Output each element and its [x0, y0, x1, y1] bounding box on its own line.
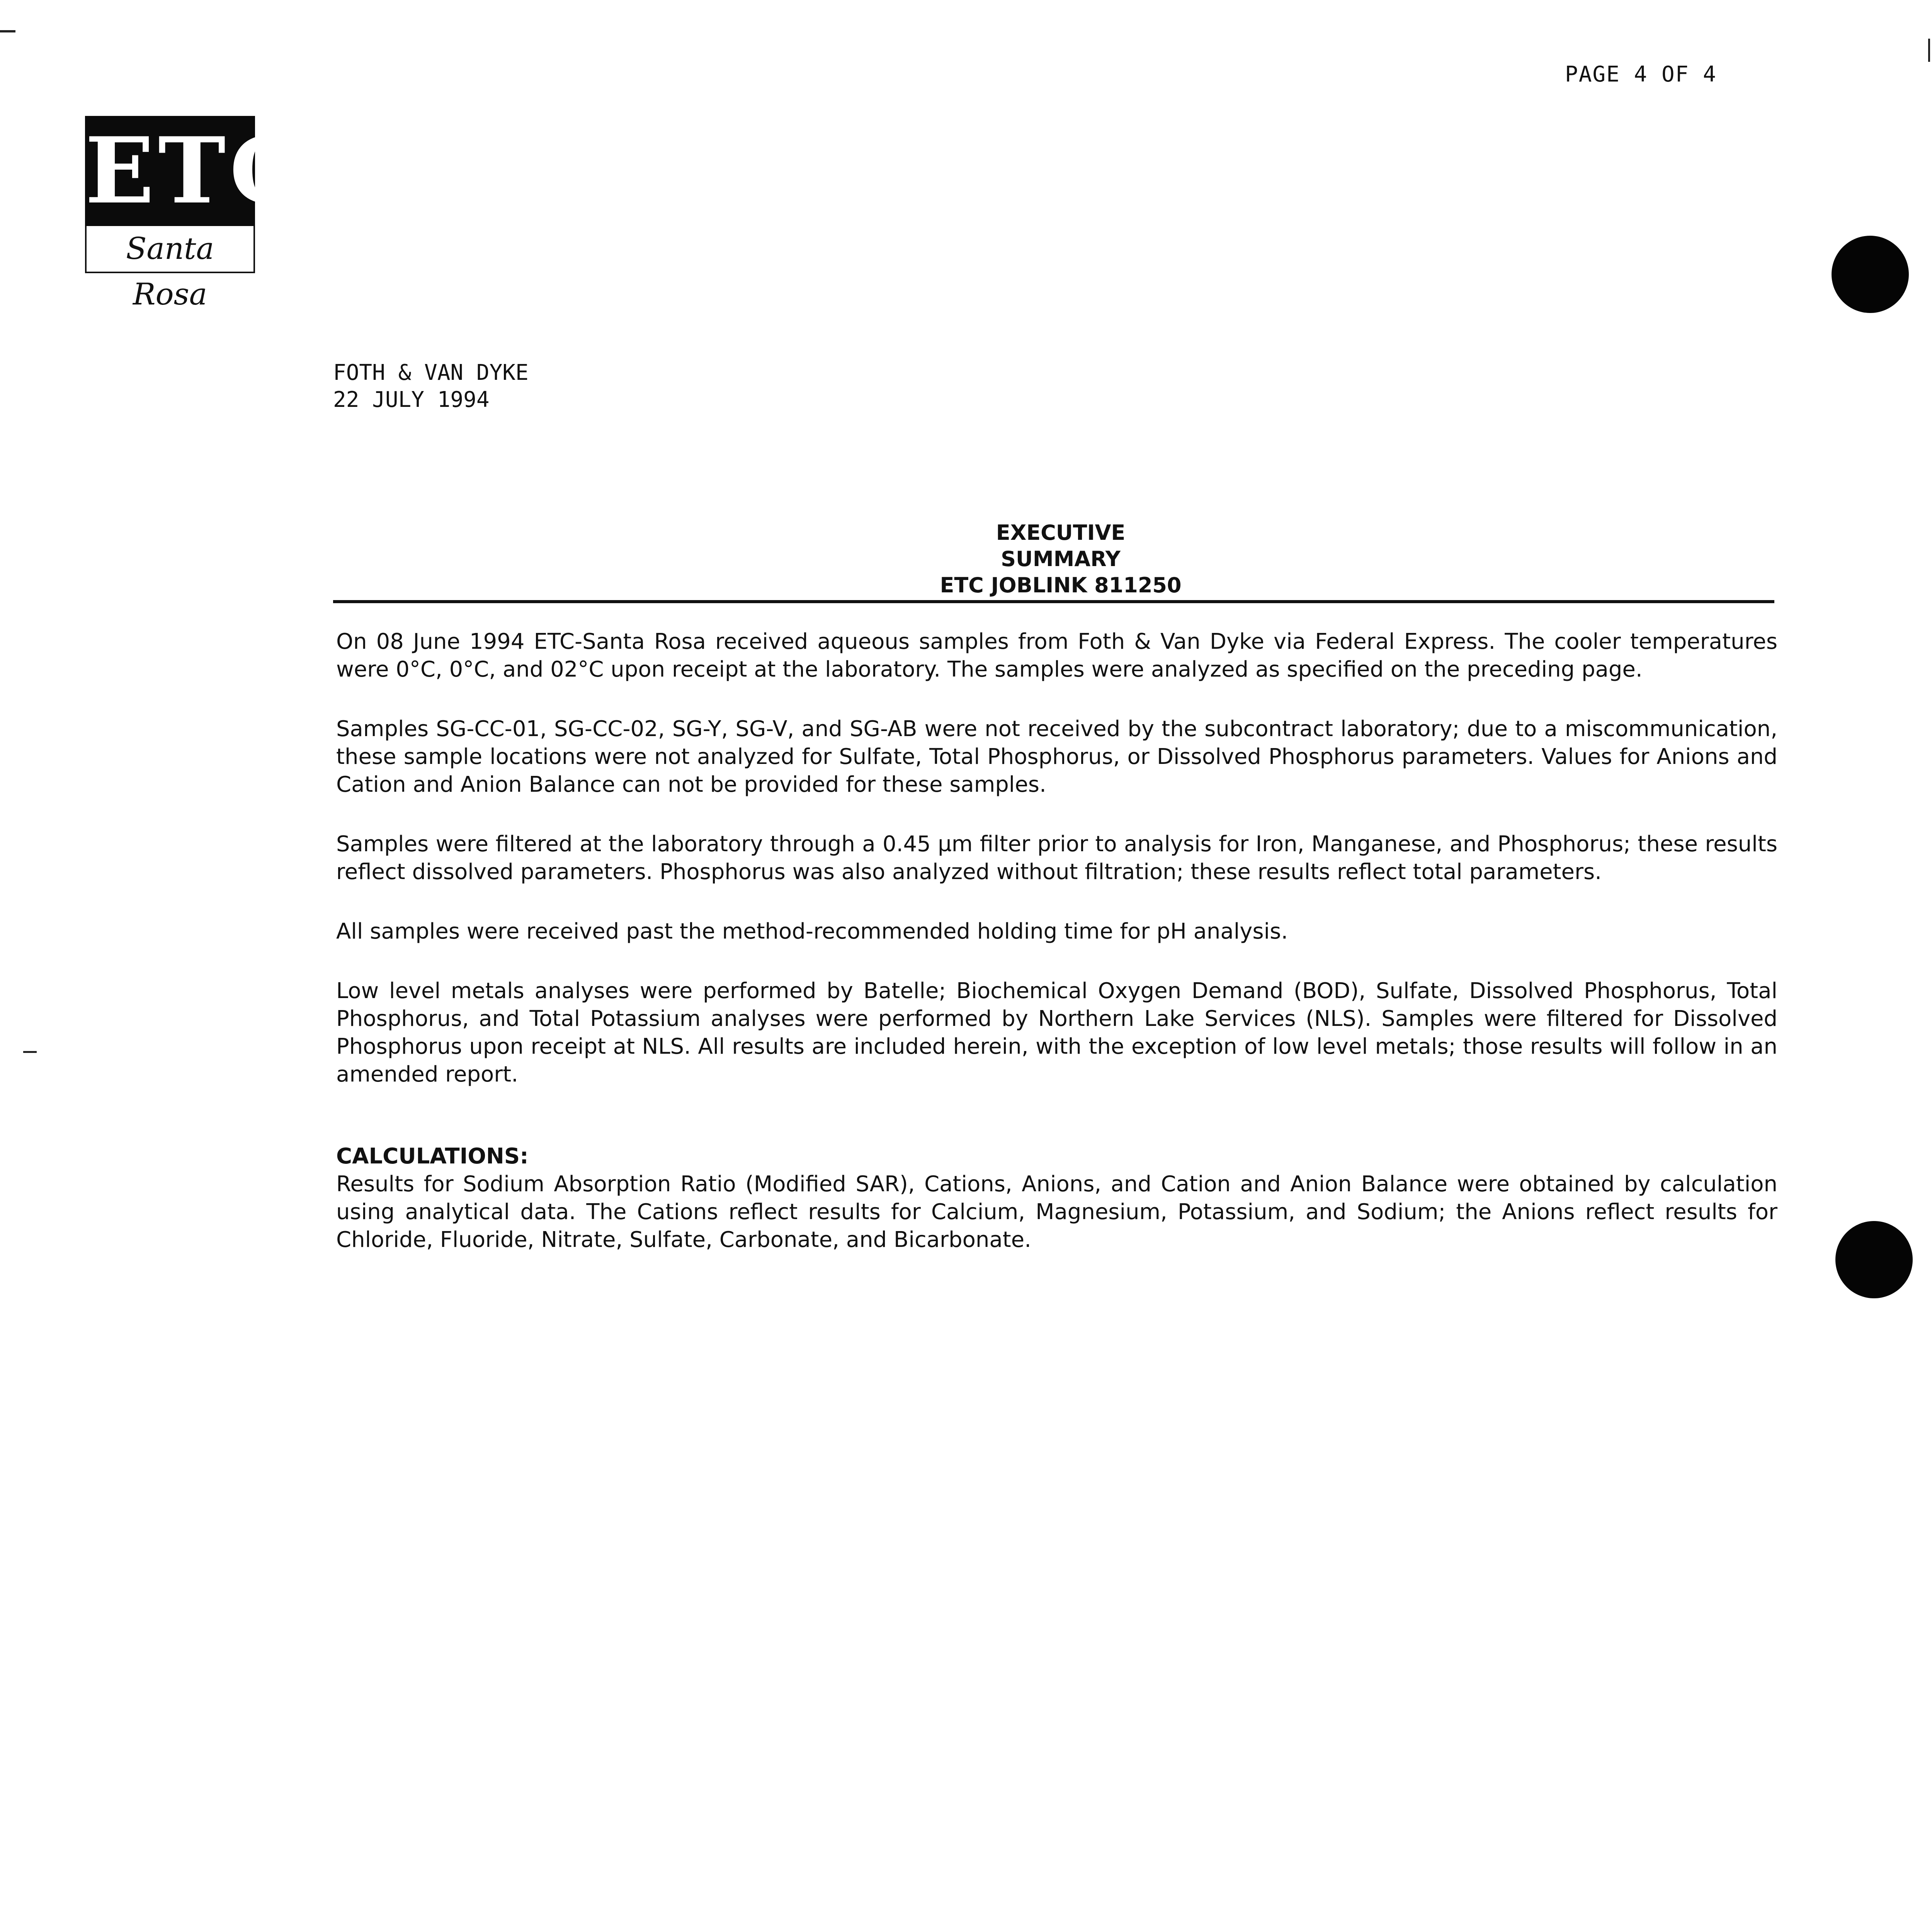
summary-body	[336, 628, 1777, 1286]
punch-hole-top	[1832, 236, 1909, 313]
logo-location: Santa Rosa	[85, 226, 255, 273]
heading-divider	[333, 600, 1774, 603]
paragraph-receipt: On 08 June 1994 ETC-Santa Rosa received aqueous samples from Foth & Van Dyke via Federal Express. The cooler temperatures were 0°C, 0°C, and 02°C upon receipt at the laboratory. The samples were analyzed as specified on the preceding page.	[336, 629, 1777, 682]
summary-title: EXECUTIVE SUMMARY	[996, 520, 1126, 571]
calculations-text: Results for Sodium Absorption Ratio (Modified SAR), Cations, Anions, and Cation and Anion Balance were obtained by calculation using analytical data. The Cations reflect results for Calcium, Magnesium, Potassium, and Sodium; the Anions reflect results for Chloride, Fluoride, Nitrate, Sulfate, Carbonate, and Bicarbonate.	[336, 1172, 1777, 1252]
address-block	[333, 359, 529, 413]
paragraph-missing-samples: Samples SG-CC-01, SG-CC-02, SG-Y, SG-V, and SG-AB were not received by the subcontract laboratory; due to a miscommunication, these sample locations were not analyzed for Sulfate, Total Phosphorus, or Dissolved Phosphorus parameters. Values for Anions and Cation and Anion Balance can not be provided for these samples.	[336, 716, 1777, 797]
page-number: PAGE 4 OF 4	[1565, 62, 1717, 87]
joblink-number: ETC JOBLINK 811250	[940, 573, 1182, 597]
scan-mark	[0, 30, 15, 32]
scan-mark	[1928, 39, 1930, 62]
scan-mark	[23, 1051, 37, 1053]
paragraph-subcontract: Low level metals analyses were performed by Batelle; Biochemical Oxygen Demand (BOD), Sulfate, Dissolved Phosphorus, Total Phosphorus, and Total Potassium analyses were performed by Northern Lake Services (NLS). Samples were filtered for Dissolved Phosphorus upon receipt at NLS. All results are included herein, with the exception of low level metals; those results will follow in an amended report.	[336, 978, 1777, 1087]
paragraph-holding-time: All samples were received past the method-recommended holding time for pH analysis.	[336, 919, 1288, 944]
etc-logo	[85, 116, 306, 312]
report-date: 22 JULY 1994	[333, 387, 490, 412]
calculations-heading: CALCULATIONS:	[336, 1144, 529, 1169]
paragraph-filtration: Samples were filtered at the laboratory through a 0.45 µm filter prior to analysis for Iron, Manganese, and Phosphorus; these results reflect dissolved parameters. Phosphorus was also analyzed without filtration; these results reflect total parameters.	[336, 832, 1777, 884]
logo-wordmark: ETC	[85, 116, 255, 226]
summary-heading	[935, 520, 1186, 599]
punch-hole-middle	[1835, 1221, 1913, 1298]
client-name: FOTH & VAN DYKE	[333, 360, 529, 385]
